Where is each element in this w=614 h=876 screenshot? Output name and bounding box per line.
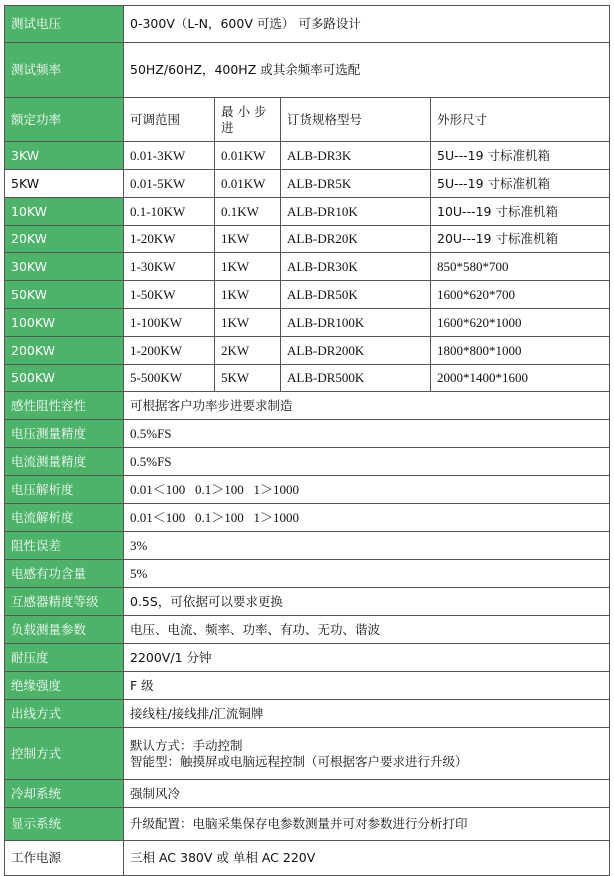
- value-current-accuracy: 0.5%FS: [124, 448, 610, 476]
- range-value: 0.01-3KW: [124, 142, 215, 170]
- range-value: 1-20KW: [124, 226, 215, 253]
- range-value: 0.1-10KW: [124, 198, 215, 226]
- label-current-resolution: 电流解析度: [5, 504, 124, 532]
- value-display: 升级配置：电脑采集保存电参数测量并可对参数进行分析打印: [124, 808, 610, 841]
- step-value: 0.01KW: [215, 170, 281, 198]
- header-min-step: 最 小 步 进: [215, 98, 281, 142]
- model-value: ALB-DR500K: [281, 365, 431, 392]
- size-value: 20U---19 寸标准机箱: [431, 226, 610, 253]
- range-value: 1-200KW: [124, 337, 215, 365]
- model-value: ALB-DR10K: [281, 198, 431, 226]
- power-value: 100KW: [5, 309, 124, 337]
- row-load-params: [5, 616, 610, 644]
- table-row: [5, 309, 610, 337]
- label-voltage-resolution: 电压解析度: [5, 476, 124, 504]
- step-value: 0.01KW: [215, 142, 281, 170]
- table-row: [5, 198, 610, 226]
- model-value: ALB-DR50K: [281, 281, 431, 309]
- step-value: 1KW: [215, 281, 281, 309]
- label-control: 控制方式: [5, 728, 124, 780]
- label-current-accuracy: 电流测量精度: [5, 448, 124, 476]
- value-frequency: 50HZ/60HZ，400HZ 或其余频率可选配: [124, 43, 610, 98]
- table-row: [5, 226, 610, 253]
- size-value: 1600*620*700: [431, 281, 610, 309]
- step-value: 1KW: [215, 226, 281, 253]
- value-voltage-accuracy: 0.5%FS: [124, 420, 610, 448]
- power-value: 200KW: [5, 337, 124, 365]
- value-insulation: F 级: [124, 672, 610, 700]
- label-load-type: 感性阻性容性: [5, 392, 124, 420]
- size-value: 1800*800*1000: [431, 337, 610, 365]
- row-display: [5, 808, 610, 841]
- range-value: 1-50KW: [124, 281, 215, 309]
- power-value: 20KW: [5, 226, 124, 253]
- value-load-params: 电压、电流、频率、功率、有功、无功、谐波: [124, 616, 610, 644]
- table-row: [5, 253, 610, 281]
- size-value: 2000*1400*1600: [431, 365, 610, 392]
- step-value: 2KW: [215, 337, 281, 365]
- row-load-type: [5, 392, 610, 420]
- label-power-supply: 工作电源: [5, 841, 124, 876]
- label-cooling: 冷却系统: [5, 780, 124, 808]
- table-row: [5, 170, 610, 198]
- model-value: ALB-DR30K: [281, 253, 431, 281]
- label-frequency: 测试频率: [5, 43, 124, 98]
- model-value: ALB-DR100K: [281, 309, 431, 337]
- value-transformer: 0.5S，可依据可以要求更换: [124, 588, 610, 616]
- row-control: [5, 728, 610, 780]
- row-power-supply: [5, 841, 610, 876]
- label-active-content: 电感有功含量: [5, 560, 124, 588]
- label-display: 显示系统: [5, 808, 124, 841]
- step-value: 1KW: [215, 253, 281, 281]
- step-value: 5KW: [215, 365, 281, 392]
- size-value: 1600*620*1000: [431, 309, 610, 337]
- value-voltage-resolution: 0.01＜100 0.1＞100 1＞1000: [124, 476, 610, 504]
- label-voltage: 测试电压: [5, 6, 124, 43]
- value-control: [124, 728, 610, 780]
- table-row: [5, 142, 610, 170]
- model-value: ALB-DR20K: [281, 226, 431, 253]
- value-resistive-error: 3%: [124, 532, 610, 560]
- row-resistive-error: [5, 532, 610, 560]
- power-value: 30KW: [5, 253, 124, 281]
- power-value: 10KW: [5, 198, 124, 226]
- range-value: 1-30KW: [124, 253, 215, 281]
- header-adjust-range: 可调范围: [124, 98, 215, 142]
- step-value: 0.1KW: [215, 198, 281, 226]
- value-power-supply: 三相 AC 380V 或 单相 AC 220V: [124, 841, 610, 876]
- value-active-content: 5%: [124, 560, 610, 588]
- row-outlet: [5, 700, 610, 728]
- range-value: 0.01-5KW: [124, 170, 215, 198]
- size-value: 5U---19 寸标准机箱: [431, 170, 610, 198]
- row-voltage-resolution: [5, 476, 610, 504]
- step-value: 1KW: [215, 309, 281, 337]
- size-value: 10U---19 寸标准机箱: [431, 198, 610, 226]
- spec-table: [4, 5, 610, 876]
- header-order-model: 订货规格型号: [281, 98, 431, 142]
- row-current-resolution: [5, 504, 610, 532]
- label-voltage-accuracy: 电压测量精度: [5, 420, 124, 448]
- label-transformer: 互感器精度等级: [5, 588, 124, 616]
- value-current-resolution: 0.01＜100 0.1＞100 1＞1000: [124, 504, 610, 532]
- row-frequency: [5, 43, 610, 98]
- model-value: ALB-DR3K: [281, 142, 431, 170]
- table-row: [5, 337, 610, 365]
- label-withstand: 耐压度: [5, 644, 124, 672]
- table-row: [5, 365, 610, 392]
- row-voltage-accuracy: [5, 420, 610, 448]
- label-resistive-error: 阻性误差: [5, 532, 124, 560]
- label-insulation: 绝缘强度: [5, 672, 124, 700]
- label-load-params: 负载测量参数: [5, 616, 124, 644]
- range-value: 1-100KW: [124, 309, 215, 337]
- row-insulation: [5, 672, 610, 700]
- control-default-mode: 默认方式：手动控制: [130, 737, 243, 753]
- value-load-type: 可根据客户功率步进要求制造: [124, 392, 610, 420]
- row-withstand: [5, 644, 610, 672]
- row-cooling: [5, 780, 610, 808]
- row-voltage: [5, 6, 610, 43]
- control-smart-mode: 智能型：触摸屏或电脑远程控制（可根据客户要求进行升级）: [130, 753, 468, 769]
- power-value: 5KW: [5, 170, 124, 198]
- row-power-header: [5, 98, 610, 142]
- range-value: 5-500KW: [124, 365, 215, 392]
- table-row: [5, 281, 610, 309]
- value-cooling: 强制风冷: [124, 780, 610, 808]
- power-value: 500KW: [5, 365, 124, 392]
- header-dimensions: 外形尺寸: [431, 98, 610, 142]
- value-outlet: 接线柱/接线排/汇流铜牌: [124, 700, 610, 728]
- row-current-accuracy: [5, 448, 610, 476]
- label-outlet: 出线方式: [5, 700, 124, 728]
- power-value: 3KW: [5, 142, 124, 170]
- row-transformer: [5, 588, 610, 616]
- row-active-content: [5, 560, 610, 588]
- value-withstand: 2200V/1 分钟: [124, 644, 610, 672]
- model-value: ALB-DR200K: [281, 337, 431, 365]
- label-rated-power: 额定功率: [5, 98, 124, 142]
- model-value: ALB-DR5K: [281, 170, 431, 198]
- value-voltage: 0-300V（L-N，600V 可选） 可多路设计: [124, 6, 610, 43]
- power-value: 50KW: [5, 281, 124, 309]
- size-value: 850*580*700: [431, 253, 610, 281]
- size-value: 5U---19 寸标准机箱: [431, 142, 610, 170]
